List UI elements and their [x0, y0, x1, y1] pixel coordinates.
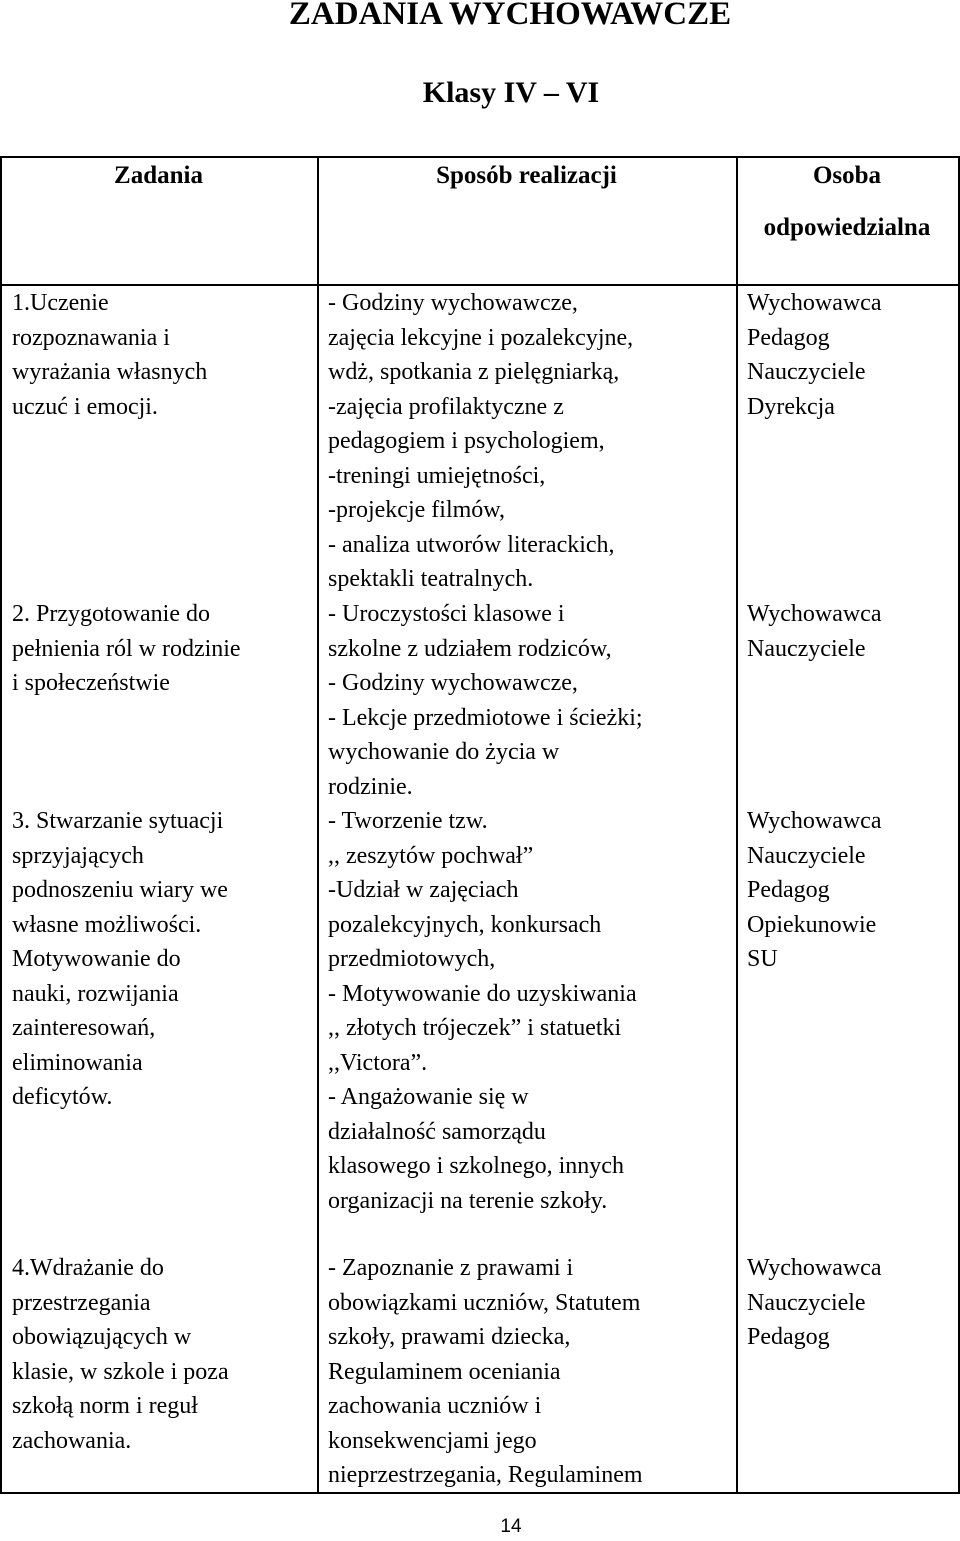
row4-method: - Zapoznanie z prawami i obowiązkami uczniów, Statutem szkoły, prawami dziecka, Regulaminem oceniania zachowania uczniów i konsekwencjami jego nieprzestrzegania, Regulaminem	[328, 1255, 643, 1488]
header-responsible-cell: Osoba odpowiedzialna	[763, 162, 931, 241]
row1-responsible: Wychowawca Pedagog Nauczyciele Dyrekcja	[747, 290, 882, 420]
header-method-cell: Sposób realizacji	[436, 162, 617, 189]
row1-task: 1.Uczenie rozpoznawania i wyrażania własnych uczuć i emocji.	[12, 290, 208, 420]
grid-divider-1	[317, 156, 319, 1494]
page-number: 14	[500, 1516, 522, 1537]
row3-task: 3. Stwarzanie sytuacji sprzyjających podnoszeniu wiary we własne możliwości. Motywowanie do nauki, rozwijania zainteresowań, eliminowania deficytów.	[12, 808, 228, 1110]
row3-responsible: Wychowawca Nauczyciele Pedagog Opiekunowie SU	[747, 808, 882, 972]
grid-divider-2	[736, 156, 738, 1494]
document-title: ZADANIA WYCHOWAWCZE	[288, 0, 732, 32]
document-subtitle: Klasy IV – VI	[422, 76, 600, 109]
row2-method: - Uroczystości klasowe i szkolne z udziałem rodziców, - Godziny wychowawcze, - Lekcje przedmiotowe i ścieżki; wychowanie do życia w rodzinie.	[328, 601, 643, 800]
row4-task: 4.Wdrażanie do przestrzegania obowiązujących w klasie, w szkole i poza szkołą norm i reguł zachowania.	[12, 1255, 229, 1454]
tasks-grid	[0, 156, 960, 1494]
grid-border-right	[958, 156, 960, 1494]
row2-task: 2. Przygotowanie do pełnienia ról w rodzinie i społeczeństwie	[12, 601, 241, 696]
header-tasks-cell: Zadania	[114, 162, 203, 189]
row1-method: - Godziny wychowawcze, zajęcia lekcyjne i pozalekcyjne, wdż, spotkania z pielęgniarką, -zajęcia profilaktyczne z pedagogiem i psychologiem, -treningi umiejętności, -projekcje filmów, - analiza utworów literackich, spektakli teatralnych.	[328, 290, 634, 592]
grid-border-left	[0, 156, 2, 1494]
row4-responsible: Wychowawca Nauczyciele Pedagog	[747, 1255, 882, 1350]
row3-method: - Tworzenie tzw. ,, zeszytów pochwał” -Udział w zajęciach pozalekcyjnych, konkursach przedmiotowych, - Motywowanie do uzyskiwania ,, złotych trójeczek” i statuetki ,,Victora”. - Angażowanie się w działalność samorządu klasowego i szkolnego, innych organizacji na terenie szkoły.	[328, 808, 637, 1214]
row2-responsible: Wychowawca Nauczyciele	[747, 601, 882, 662]
